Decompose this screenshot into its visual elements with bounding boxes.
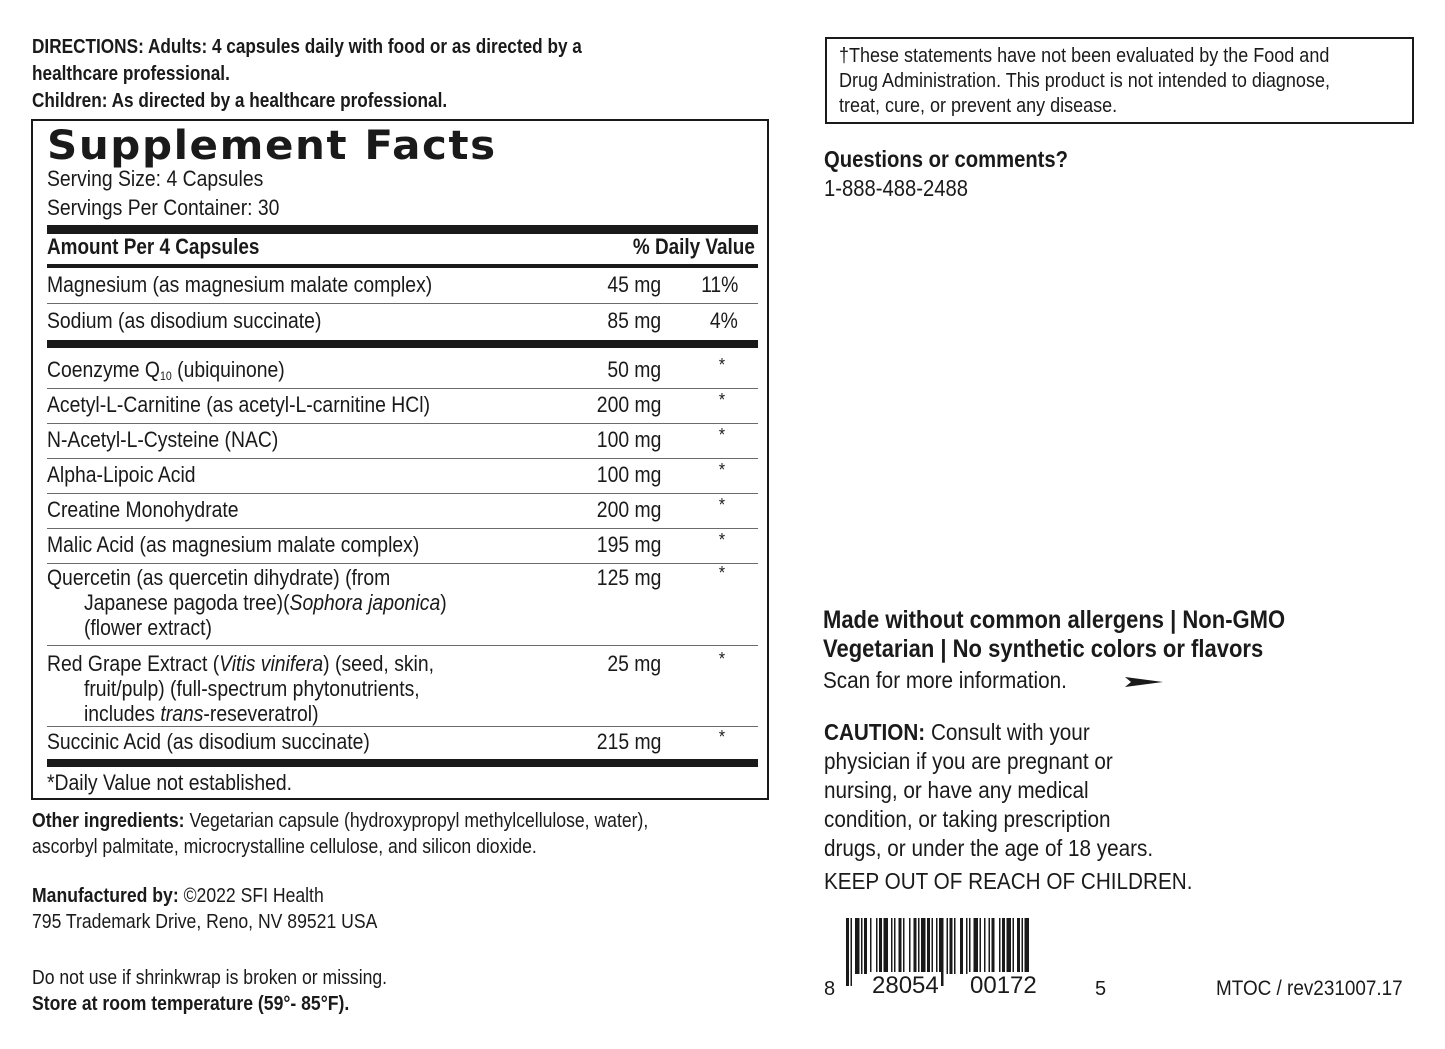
- product-claims: [823, 606, 1348, 664]
- ingredient-dv: *: [718, 530, 725, 550]
- serving-size: Serving Size: 4 Capsules: [47, 166, 264, 191]
- ingredient-name: Magnesium (as magnesium malate complex): [47, 272, 433, 297]
- servings-per-container: Servings Per Container: 30: [47, 195, 280, 220]
- directions-line-1: DIRECTIONS: Adults: 4 capsules daily with food or as directed by a: [32, 36, 582, 58]
- disclaimer-line-2: Drug Administration. This product is not intended to diagnose,: [839, 70, 1330, 92]
- keep-out-of-reach: KEEP OUT OF REACH OF CHILDREN.: [824, 868, 1193, 894]
- ingredient-amount: 25 mg: [607, 651, 661, 676]
- row-divider: [47, 563, 758, 564]
- ingredient-name: Coenzyme $Q_{10}$ (ubiquinone): [47, 357, 285, 383]
- ingredient-name: Acetyl-L-Carnitine (as acetyl-L-carnitine HCl): [47, 392, 431, 417]
- supplement-facts-panel: [31, 119, 769, 800]
- fda-disclaimer: [825, 37, 1414, 124]
- ingredient-amount: 195 mg: [596, 532, 661, 557]
- ingredient-name: Creatine Monohydrate: [47, 497, 239, 522]
- caution-label: CAUTION:: [824, 719, 926, 745]
- arrow-right-icon: [1125, 675, 1163, 689]
- other-ingredients-text-1: Vegetarian capsule (hydroxypropyl methylcellulose, water),: [184, 810, 649, 832]
- barcode-digits-left: 28054: [872, 972, 939, 999]
- storage-info: [32, 965, 436, 1017]
- phone-number[interactable]: 1-888-488-2488: [824, 175, 969, 201]
- contact-info: [824, 145, 1101, 203]
- row-divider: [47, 528, 758, 529]
- ingredient-dv: *: [718, 563, 725, 583]
- ingredient-dv: *: [718, 495, 725, 515]
- row-divider: [47, 645, 758, 646]
- caution-line-1: Consult with your: [925, 719, 1090, 745]
- ingredient-amount: 125 mg: [596, 565, 661, 590]
- amount-per-header: Amount Per 4 Capsules: [47, 234, 260, 259]
- ingredient-dv: *: [718, 649, 725, 669]
- ingredient-amount: 215 mg: [596, 729, 661, 754]
- ingredient-dv: *: [718, 355, 725, 375]
- thick-rule: [47, 340, 758, 348]
- ingredient-name: Alpha-Lipoic Acid: [47, 462, 196, 487]
- ingredient-dv: 11%: [700, 272, 738, 297]
- disclaimer-line-1: †These statements have not been evaluated by the Food and: [839, 45, 1330, 67]
- ingredient-amount: 45 mg: [607, 272, 661, 297]
- storage-temperature: Store at room temperature (59°- 85°F).: [32, 993, 350, 1015]
- claims-line-2: Vegetarian | No synthetic colors or flavors: [823, 635, 1264, 663]
- supplement-facts-title: Supplement Facts: [47, 123, 497, 169]
- manufacturer-name: ©2022 SFI Health: [178, 885, 324, 907]
- questions-heading: Questions or comments?: [824, 146, 1069, 172]
- row-divider: [47, 493, 758, 494]
- thick-rule: [47, 225, 758, 234]
- ingredient-name: Quercetin (as quercetin dihydrate) (from Japanese pagoda tree)(Sophora japonica) (flower extract): [47, 565, 447, 640]
- ingredient-amount: 100 mg: [596, 427, 661, 452]
- barcode-digits-right: 00172: [970, 972, 1037, 999]
- ingredient-name: Malic Acid (as magnesium malate complex): [47, 532, 420, 557]
- thick-rule: [47, 759, 758, 767]
- other-ingredients-label: Other ingredients:: [32, 810, 185, 832]
- directions-line-2: healthcare professional.: [32, 63, 230, 85]
- revision-code: MTOC / rev231007.17: [1216, 977, 1403, 1000]
- manufacturer-address: 795 Trademark Drive, Reno, NV 89521 USA: [32, 911, 378, 933]
- caution-line-5: drugs, or under the age of 18 years.: [824, 835, 1154, 861]
- daily-value-footnote: *Daily Value not established.: [47, 770, 293, 795]
- caution-info: [824, 718, 1233, 896]
- ingredient-amount: 200 mg: [596, 392, 661, 417]
- row-divider: [47, 388, 758, 389]
- claims-line-1: Made without common allergens | Non-GMO: [823, 606, 1286, 634]
- ingredient-dv: *: [718, 425, 725, 445]
- directions: [32, 34, 792, 115]
- ingredient-amount: 85 mg: [607, 308, 661, 333]
- ingredient-amount: 100 mg: [596, 462, 661, 487]
- manufacturer-info: [32, 883, 424, 935]
- ingredient-amount: 50 mg: [607, 357, 661, 382]
- caution-line-4: condition, or taking prescription: [824, 806, 1111, 832]
- shrinkwrap-warning: Do not use if shrinkwrap is broken or missing.: [32, 967, 388, 989]
- directions-line-3: Children: As directed by a healthcare professional.: [32, 90, 448, 112]
- scan-text: Scan for more information.: [823, 667, 1067, 693]
- ingredient-name: Succinic Acid (as disodium succinate): [47, 729, 370, 754]
- daily-value-header: % Daily Value: [633, 234, 755, 259]
- caution-line-3: nursing, or have any medical: [824, 777, 1089, 803]
- caution-line-2: physician if you are pregnant or: [824, 748, 1113, 774]
- disclaimer-line-3: treat, cure, or prevent any disease.: [839, 95, 1118, 117]
- ingredient-dv: 4%: [710, 308, 738, 333]
- other-ingredients-text-2: ascorbyl palmitate, microcrystalline cellulose, and silicon dioxide.: [32, 836, 537, 858]
- row-divider: [47, 726, 758, 727]
- row-divider: [47, 423, 758, 424]
- ingredient-dv: *: [718, 727, 725, 747]
- row-divider: [47, 303, 758, 304]
- manufacturer-label: Manufactured by:: [32, 885, 179, 907]
- ingredient-dv: *: [718, 390, 725, 410]
- scan-info: [823, 667, 1094, 694]
- other-ingredients: [32, 808, 732, 860]
- ingredient-dv: *: [718, 460, 725, 480]
- ingredient-amount: 200 mg: [596, 497, 661, 522]
- medium-rule: [47, 264, 758, 268]
- ingredient-name: Sodium (as disodium succinate): [47, 308, 322, 333]
- ingredient-name: N-Acetyl-L-Cysteine (NAC): [47, 427, 279, 452]
- ingredient-name: Red Grape Extract (Vitis vinifera) (seed, skin, fruit/pulp) (full-spectrum phytonutrients, includes trans-reseveratrol): [47, 651, 435, 726]
- barcode-digit-last: 5: [1095, 978, 1107, 1000]
- barcode-digit-first: 8: [824, 978, 836, 1000]
- row-divider: [47, 458, 758, 459]
